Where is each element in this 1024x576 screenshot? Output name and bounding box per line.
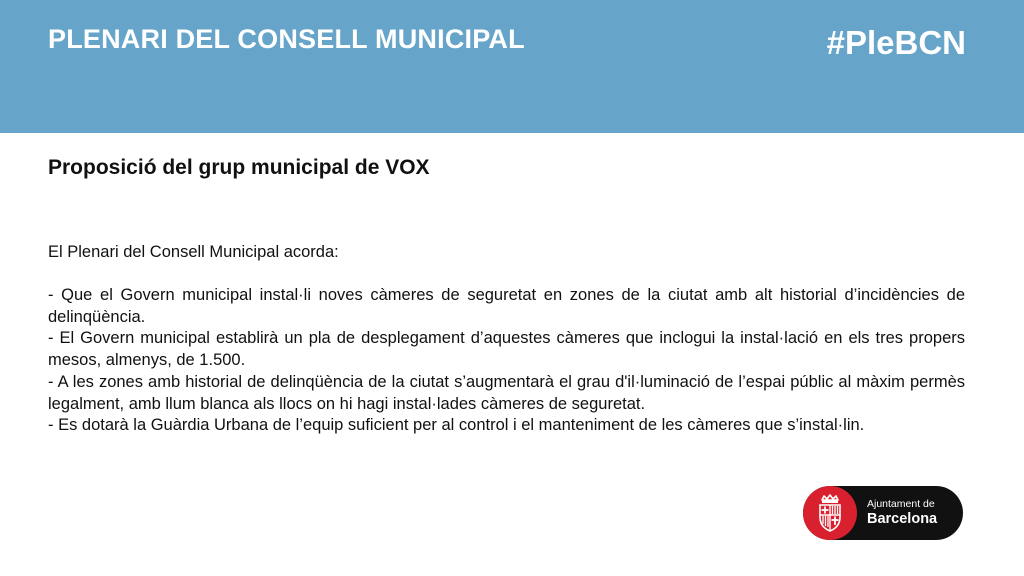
proposal-item-4: - Es dotarà la Guàrdia Urbana de l’equip suficient per al control i el manteniment de les càmeres que s’instal·lin. [48,416,865,435]
logo-line-2: Barcelona [867,511,938,527]
header-hashtag: #PleBCN [826,24,966,61]
proposal-item-1: - Que el Govern municipal instal·li noves càmeres de seguretat en zones de la ciutat amb alt historial d’incidències de delinqüència. [48,286,965,326]
barcelona-coat-of-arms-icon [803,486,857,540]
logo-line-1: Ajuntament de [867,498,935,510]
document-intro: El Plenari del Consell Municipal acorda: [48,243,339,261]
document-title: Proposició del grup municipal de VOX [48,156,430,179]
proposal-item-2: - El Govern municipal establirà un pla de desplegament d’aquestes càmeres que inclogui la instal·lació en els tres propers mesos, almenys, de 1.500. [48,329,965,370]
proposal-item-3: - A les zones amb historial de delinqüència de la ciutat s’augmentarà el grau d'il·luminació de l’espai públic al màxim permès legalment, amb llum blanca als llocs on hi hagi instal·lades càmeres de seguretat. [48,372,965,413]
header-title: PLENARI DEL CONSELL MUNICIPAL [48,24,525,54]
ajuntament-barcelona-logo [803,486,963,540]
document-body [48,285,965,437]
header-banner [0,0,1024,133]
